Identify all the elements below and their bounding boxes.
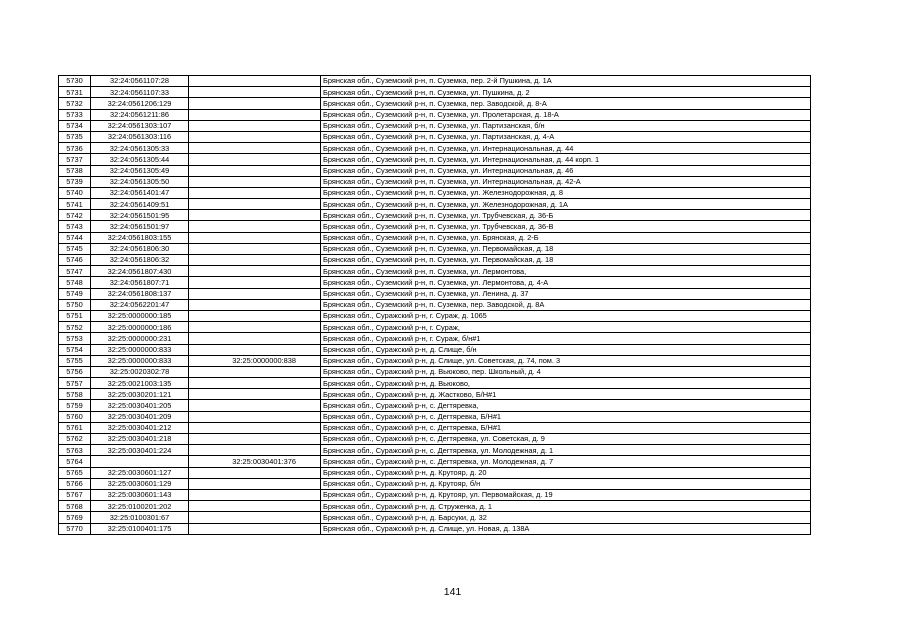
previous-cadastral-number-cell xyxy=(189,489,321,500)
table-row xyxy=(59,255,811,266)
address-cell: Брянская обл., Суражский р-н, д. Крутояр, ул. Первомайская, д. 19 xyxy=(321,489,811,500)
row-number-cell: 5734 xyxy=(59,120,91,131)
address-cell: Брянская обл., Суражский р-н, д. Крутояр, б/н xyxy=(321,478,811,489)
row-number-cell: 5736 xyxy=(59,143,91,154)
address-cell: Брянская обл., Суражский р-н, г. Сураж, д. 1065 xyxy=(321,310,811,321)
previous-cadastral-number-cell xyxy=(189,221,321,232)
previous-cadastral-number-cell: 32:25:0030401:376 xyxy=(189,456,321,467)
row-number-cell: 5761 xyxy=(59,422,91,433)
previous-cadastral-number-cell xyxy=(189,378,321,389)
row-number-cell: 5759 xyxy=(59,400,91,411)
address-cell: Брянская обл., Суражский р-н, с. Дегтяревка, Б/Н#1 xyxy=(321,411,811,422)
previous-cadastral-number-cell xyxy=(189,322,321,333)
table-row xyxy=(59,210,811,221)
address-cell: Брянская обл., Суземский р-н, п. Суземка, ул. Железнодорожная, д. 1А xyxy=(321,199,811,210)
previous-cadastral-number-cell xyxy=(189,445,321,456)
row-number-cell: 5743 xyxy=(59,221,91,232)
page-number: 141 xyxy=(443,586,462,598)
row-number-cell: 5760 xyxy=(59,411,91,422)
address-cell: Брянская обл., Суражский р-н, с. Дегтяревка, xyxy=(321,400,811,411)
previous-cadastral-number-cell xyxy=(189,232,321,243)
address-cell: Брянская обл., Суземский р-н, п. Суземка, ул. Первомайская, д. 18 xyxy=(321,255,811,266)
address-cell: Брянская обл., Суражский р-н, г. Сураж, б/н#1 xyxy=(321,333,811,344)
table-row xyxy=(59,333,811,344)
cadastral-number-cell: 32:24:0561305:44 xyxy=(91,154,189,165)
row-number-cell: 5751 xyxy=(59,310,91,321)
table-row xyxy=(59,165,811,176)
table-row xyxy=(59,355,811,366)
cadastral-number-cell: 32:25:0030401:212 xyxy=(91,422,189,433)
previous-cadastral-number-cell xyxy=(189,422,321,433)
cadastral-number-cell: 32:24:0561206:129 xyxy=(91,98,189,109)
address-cell: Брянская обл., Суражский р-н, г. Сураж, xyxy=(321,322,811,333)
cadastral-number-cell: 32:24:0561305:50 xyxy=(91,176,189,187)
previous-cadastral-number-cell xyxy=(189,165,321,176)
cadastral-number-cell: 32:25:0100301:67 xyxy=(91,512,189,523)
table-row xyxy=(59,378,811,389)
address-cell: Брянская обл., Суражский р-н, д. Вьюково, xyxy=(321,378,811,389)
previous-cadastral-number-cell xyxy=(189,478,321,489)
row-number-cell: 5755 xyxy=(59,355,91,366)
cadastral-number-cell: 32:25:0000000:185 xyxy=(91,310,189,321)
previous-cadastral-number-cell xyxy=(189,176,321,187)
cadastral-number-cell: 32:24:0561305:33 xyxy=(91,143,189,154)
row-number-cell: 5732 xyxy=(59,98,91,109)
row-number-cell: 5745 xyxy=(59,243,91,254)
cadastral-number-cell: 32:25:0030401:205 xyxy=(91,400,189,411)
table-row xyxy=(59,143,811,154)
previous-cadastral-number-cell xyxy=(189,76,321,87)
cadastral-number-cell: 32:25:0000000:186 xyxy=(91,322,189,333)
cadastral-number-cell: 32:24:0561409:51 xyxy=(91,199,189,210)
table-row xyxy=(59,277,811,288)
table-row xyxy=(59,221,811,232)
address-cell: Брянская обл., Суземский р-н, п. Суземка, ул. Интернациональная, д. 44 корп. 1 xyxy=(321,154,811,165)
row-number-cell: 5730 xyxy=(59,76,91,87)
row-number-cell: 5752 xyxy=(59,322,91,333)
previous-cadastral-number-cell xyxy=(189,400,321,411)
address-cell: Брянская обл., Суземский р-н, п. Суземка, ул. Партизанская, б/н xyxy=(321,120,811,131)
address-cell: Брянская обл., Суражский р-н, д. Вьюково, пер. Школьный, д. 4 xyxy=(321,366,811,377)
cadastral-number-cell: 32:25:0030601:127 xyxy=(91,467,189,478)
previous-cadastral-number-cell xyxy=(189,131,321,142)
previous-cadastral-number-cell xyxy=(189,98,321,109)
address-cell: Брянская обл., Суземский р-н, п. Суземка, ул. Первомайская, д. 18 xyxy=(321,243,811,254)
table-row xyxy=(59,266,811,277)
previous-cadastral-number-cell xyxy=(189,434,321,445)
cadastral-number-cell: 32:24:0561303:116 xyxy=(91,131,189,142)
register-table-body xyxy=(59,76,811,535)
cadastral-number-cell: 32:24:0561807:430 xyxy=(91,266,189,277)
table-row xyxy=(59,109,811,120)
row-number-cell: 5757 xyxy=(59,378,91,389)
previous-cadastral-number-cell xyxy=(189,501,321,512)
table-row xyxy=(59,366,811,377)
table-row xyxy=(59,422,811,433)
address-cell: Брянская обл., Суражский р-н, д. Струженка, д. 1 xyxy=(321,501,811,512)
row-number-cell: 5739 xyxy=(59,176,91,187)
previous-cadastral-number-cell xyxy=(189,120,321,131)
previous-cadastral-number-cell xyxy=(189,512,321,523)
table-row xyxy=(59,456,811,467)
previous-cadastral-number-cell xyxy=(189,366,321,377)
table-row xyxy=(59,489,811,500)
previous-cadastral-number-cell xyxy=(189,243,321,254)
row-number-cell: 5763 xyxy=(59,445,91,456)
table-row xyxy=(59,512,811,523)
address-cell: Брянская обл., Суражский р-н, с. Дегтяревка, ул. Советская, д. 9 xyxy=(321,434,811,445)
address-cell: Брянская обл., Суземский р-н, п. Суземка, пер. Заводской, д. 8А xyxy=(321,299,811,310)
table-row xyxy=(59,322,811,333)
address-cell: Брянская обл., Суражский р-н, с. Дегтяревка, ул. Молодежная, д. 7 xyxy=(321,456,811,467)
table-row xyxy=(59,389,811,400)
address-cell: Брянская обл., Суземский р-н, п. Суземка, ул. Трубчевская, д. 36-Б xyxy=(321,210,811,221)
previous-cadastral-number-cell xyxy=(189,299,321,310)
cadastral-number-cell: 32:25:0021003:135 xyxy=(91,378,189,389)
cadastral-number-cell: 32:25:0020302:78 xyxy=(91,366,189,377)
previous-cadastral-number-cell xyxy=(189,277,321,288)
previous-cadastral-number-cell xyxy=(189,199,321,210)
row-number-cell: 5766 xyxy=(59,478,91,489)
row-number-cell: 5754 xyxy=(59,344,91,355)
cadastral-number-cell: 32:24:0561303:107 xyxy=(91,120,189,131)
cadastral-number-cell: 32:25:0030601:129 xyxy=(91,478,189,489)
cadastral-number-cell: 32:24:0561806:30 xyxy=(91,243,189,254)
row-number-cell: 5765 xyxy=(59,467,91,478)
table-row xyxy=(59,199,811,210)
table-row xyxy=(59,87,811,98)
row-number-cell: 5764 xyxy=(59,456,91,467)
address-cell: Брянская обл., Суражский р-н, д. Барсуки, д. 32 xyxy=(321,512,811,523)
cadastral-number-cell: 32:25:0030401:218 xyxy=(91,434,189,445)
cadastral-number-cell: 32:25:0030401:209 xyxy=(91,411,189,422)
row-number-cell: 5768 xyxy=(59,501,91,512)
table-row xyxy=(59,187,811,198)
cadastral-number-cell xyxy=(91,456,189,467)
row-number-cell: 5758 xyxy=(59,389,91,400)
previous-cadastral-number-cell xyxy=(189,523,321,534)
cadastral-number-cell: 32:24:0561806:32 xyxy=(91,255,189,266)
address-cell: Брянская обл., Суражский р-н, д. Слище, ул. Советская, д. 74, пом. 3 xyxy=(321,355,811,366)
cadastral-number-cell: 32:24:0561807:71 xyxy=(91,277,189,288)
address-cell: Брянская обл., Суражский р-н, с. Дегтяревка, ул. Молодежная, д. 1 xyxy=(321,445,811,456)
previous-cadastral-number-cell xyxy=(189,255,321,266)
address-cell: Брянская обл., Суземский р-н, п. Суземка, ул. Интернациональная, д. 44 xyxy=(321,143,811,154)
address-cell: Брянская обл., Суземский р-н, п. Суземка, ул. Железнодорожная, д. 8 xyxy=(321,187,811,198)
row-number-cell: 5737 xyxy=(59,154,91,165)
cadastral-number-cell: 32:24:0562201:47 xyxy=(91,299,189,310)
row-number-cell: 5746 xyxy=(59,255,91,266)
row-number-cell: 5731 xyxy=(59,87,91,98)
previous-cadastral-number-cell xyxy=(189,154,321,165)
table-row xyxy=(59,310,811,321)
table-row xyxy=(59,478,811,489)
previous-cadastral-number-cell xyxy=(189,333,321,344)
row-number-cell: 5747 xyxy=(59,266,91,277)
table-row xyxy=(59,76,811,87)
row-number-cell: 5748 xyxy=(59,277,91,288)
row-number-cell: 5750 xyxy=(59,299,91,310)
cadastral-number-cell: 32:24:0561501:97 xyxy=(91,221,189,232)
cadastral-number-cell: 32:25:0030201:121 xyxy=(91,389,189,400)
address-cell: Брянская обл., Суземский р-н, п. Суземка, ул. Интернациональная, д. 46 xyxy=(321,165,811,176)
address-cell: Брянская обл., Суражский р-н, д. Слище, б/н xyxy=(321,344,811,355)
cadastral-number-cell: 32:25:0000000:231 xyxy=(91,333,189,344)
table-row xyxy=(59,445,811,456)
table-row xyxy=(59,176,811,187)
address-cell: Брянская обл., Суземский р-н, п. Суземка, ул. Пушкина, д. 2 xyxy=(321,87,811,98)
address-cell: Брянская обл., Суземский р-н, п. Суземка, пер. Заводской, д. 8-А xyxy=(321,98,811,109)
row-number-cell: 5762 xyxy=(59,434,91,445)
previous-cadastral-number-cell xyxy=(189,266,321,277)
table-row xyxy=(59,434,811,445)
cadastral-number-cell: 32:24:0561808:137 xyxy=(91,288,189,299)
previous-cadastral-number-cell xyxy=(189,187,321,198)
address-cell: Брянская обл., Суземский р-н, п. Суземка, ул. Брянская, д. 2-Б xyxy=(321,232,811,243)
cadastral-number-cell: 32:24:0561305:49 xyxy=(91,165,189,176)
address-cell: Брянская обл., Суземский р-н, п. Суземка, ул. Интернациональная, д. 42-А xyxy=(321,176,811,187)
previous-cadastral-number-cell xyxy=(189,411,321,422)
previous-cadastral-number-cell xyxy=(189,143,321,154)
table-row xyxy=(59,288,811,299)
table-row xyxy=(59,154,811,165)
previous-cadastral-number-cell xyxy=(189,87,321,98)
address-cell: Брянская обл., Суземский р-н, п. Суземка, ул. Пролетарская, д. 18-А xyxy=(321,109,811,120)
address-cell: Брянская обл., Суземский р-н, п. Суземка, ул. Партизанская, д. 4-А xyxy=(321,131,811,142)
row-number-cell: 5769 xyxy=(59,512,91,523)
cadastral-number-cell: 32:25:0030601:143 xyxy=(91,489,189,500)
table-row xyxy=(59,467,811,478)
address-cell: Брянская обл., Суражский р-н, д. Крутояр, д. 20 xyxy=(321,467,811,478)
row-number-cell: 5740 xyxy=(59,187,91,198)
table-row xyxy=(59,400,811,411)
row-number-cell: 5756 xyxy=(59,366,91,377)
address-cell: Брянская обл., Суземский р-н, п. Суземка, ул. Лермонтова, д. 4-А xyxy=(321,277,811,288)
cadastral-number-cell: 32:24:0561211:86 xyxy=(91,109,189,120)
table-row xyxy=(59,120,811,131)
cadastral-number-cell: 32:24:0561107:33 xyxy=(91,87,189,98)
address-cell: Брянская обл., Суземский р-н, п. Суземка, ул. Лермонтова, xyxy=(321,266,811,277)
register-table xyxy=(58,75,811,535)
row-number-cell: 5741 xyxy=(59,199,91,210)
table-row xyxy=(59,344,811,355)
address-cell: Брянская обл., Суражский р-н, с. Дегтяревка, Б/Н#1 xyxy=(321,422,811,433)
row-number-cell: 5735 xyxy=(59,131,91,142)
row-number-cell: 5770 xyxy=(59,523,91,534)
cadastral-number-cell: 32:24:0561401:47 xyxy=(91,187,189,198)
table-row xyxy=(59,232,811,243)
row-number-cell: 5767 xyxy=(59,489,91,500)
row-number-cell: 5742 xyxy=(59,210,91,221)
row-number-cell: 5738 xyxy=(59,165,91,176)
row-number-cell: 5744 xyxy=(59,232,91,243)
table-row xyxy=(59,98,811,109)
row-number-cell: 5753 xyxy=(59,333,91,344)
table-row xyxy=(59,243,811,254)
cadastral-number-cell: 32:24:0561501:95 xyxy=(91,210,189,221)
cadastral-number-cell: 32:25:0030401:224 xyxy=(91,445,189,456)
previous-cadastral-number-cell xyxy=(189,210,321,221)
cadastral-number-cell: 32:25:0000000:833 xyxy=(91,344,189,355)
table-row xyxy=(59,411,811,422)
cadastral-number-cell: 32:24:0561107:28 xyxy=(91,76,189,87)
cadastral-number-cell: 32:24:0561803:155 xyxy=(91,232,189,243)
previous-cadastral-number-cell xyxy=(189,344,321,355)
table-row xyxy=(59,131,811,142)
address-cell: Брянская обл., Суземский р-н, п. Суземка, ул. Трубчевская, д. 36-В xyxy=(321,221,811,232)
table-row xyxy=(59,523,811,534)
previous-cadastral-number-cell xyxy=(189,109,321,120)
previous-cadastral-number-cell xyxy=(189,310,321,321)
cadastral-number-cell: 32:25:0100401:175 xyxy=(91,523,189,534)
address-cell: Брянская обл., Суражский р-н, д. Слище, ул. Новая, д. 138А xyxy=(321,523,811,534)
address-cell: Брянская обл., Суражский р-н, д. Жастково, Б/Н#1 xyxy=(321,389,811,400)
previous-cadastral-number-cell xyxy=(189,467,321,478)
address-cell: Брянская обл., Суземский р-н, п. Суземка, пер. 2-й Пушкина, д. 1А xyxy=(321,76,811,87)
previous-cadastral-number-cell xyxy=(189,389,321,400)
table-row xyxy=(59,501,811,512)
previous-cadastral-number-cell xyxy=(189,288,321,299)
table-row xyxy=(59,299,811,310)
row-number-cell: 5749 xyxy=(59,288,91,299)
previous-cadastral-number-cell: 32:25:0000000:838 xyxy=(189,355,321,366)
cadastral-number-cell: 32:25:0100201:202 xyxy=(91,501,189,512)
cadastral-number-cell: 32:25:0000000:833 xyxy=(91,355,189,366)
row-number-cell: 5733 xyxy=(59,109,91,120)
address-cell: Брянская обл., Суземский р-н, п. Суземка, ул. Ленина, д. 37 xyxy=(321,288,811,299)
